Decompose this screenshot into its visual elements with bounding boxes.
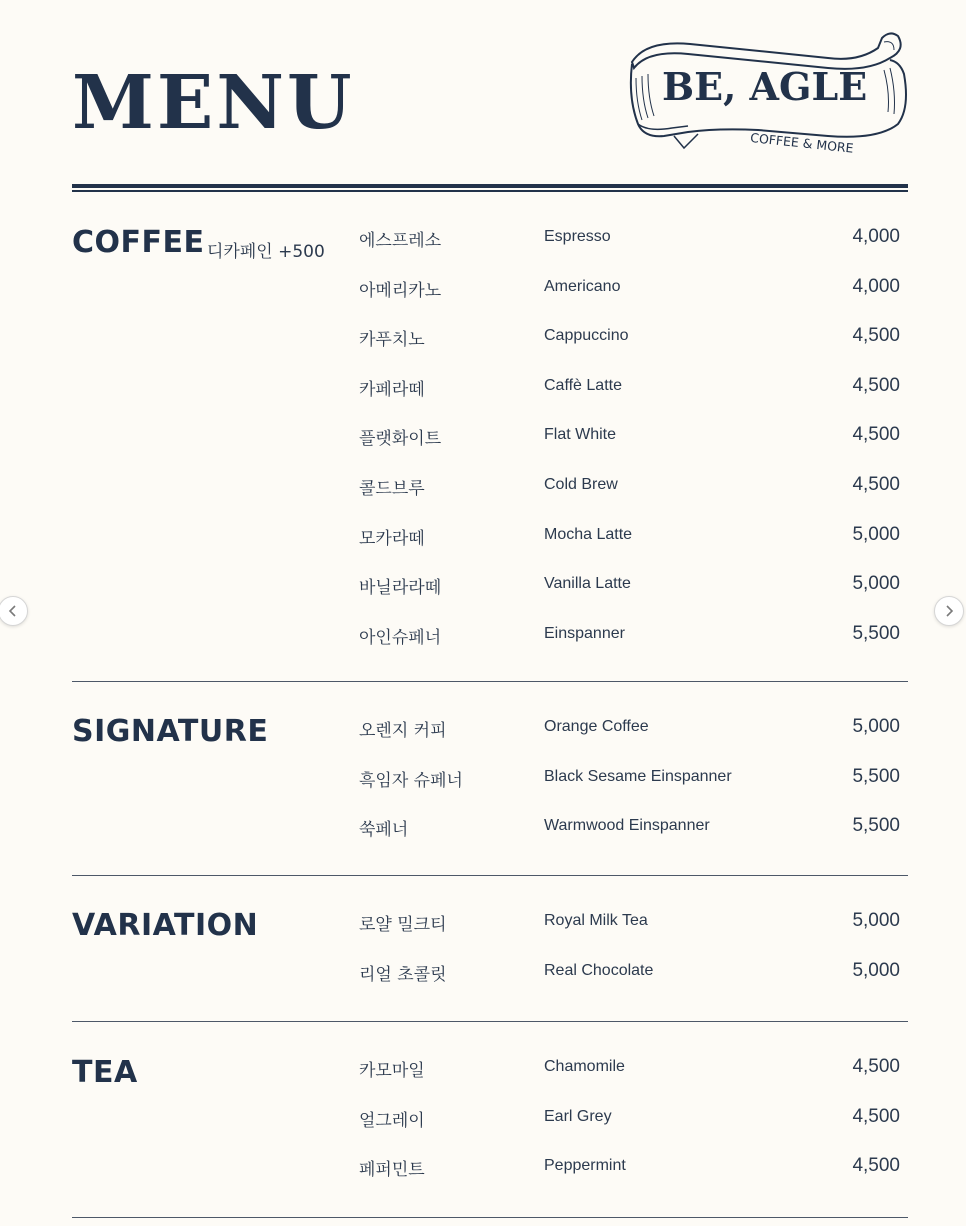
menu-item: [72, 424, 908, 454]
item-name-ko: 아인슈페너: [359, 628, 442, 648]
item-name-en: Real Chocolate: [544, 962, 654, 979]
item-name-ko: 아메리카노: [359, 281, 442, 301]
item-name-ko: 오렌지 커피: [359, 721, 447, 741]
menu-item: [72, 474, 908, 504]
menu-item: [72, 325, 908, 355]
item-name-ko: 에스프레소: [359, 231, 442, 251]
item-name-ko: 플랫화이트: [359, 429, 442, 449]
chevron-right-icon: [943, 605, 955, 617]
item-name-ko: 페퍼민트: [359, 1160, 425, 1180]
item-name-ko: 얼그레이: [359, 1111, 425, 1131]
item-name-en: Espresso: [544, 228, 611, 245]
menu-item: [72, 225, 908, 260]
logo-wordmark: BE, AGLE: [662, 64, 868, 109]
item-name-en: Vanilla Latte: [544, 575, 631, 592]
item-price: 4,500: [852, 1056, 900, 1077]
chevron-left-icon: [7, 605, 19, 617]
item-price: 4,500: [852, 474, 900, 495]
previous-image-button[interactable]: [0, 596, 28, 626]
item-name-en: Einspanner: [544, 625, 625, 642]
item-price: 5,500: [852, 623, 900, 644]
section-variation: [72, 876, 908, 1022]
section-signature: [72, 682, 908, 876]
item-price: 5,000: [852, 960, 900, 981]
item-name-en: Black Sesame Einspanner: [544, 768, 732, 785]
item-name-ko: 카푸치노: [359, 330, 425, 350]
menu-item: [72, 1055, 908, 1090]
item-price: 4,500: [852, 375, 900, 396]
item-name-ko: 로얄 밀크티: [359, 915, 447, 935]
section-title: COFFEE: [72, 225, 205, 260]
item-price: 4,500: [852, 424, 900, 445]
menu-item: [72, 766, 908, 796]
menu-item: [72, 960, 908, 990]
item-name-ko: 콜드브루: [359, 479, 425, 499]
section-coffee: [72, 192, 908, 682]
menu-item: [72, 1106, 908, 1136]
item-name-en: Earl Grey: [544, 1108, 612, 1125]
brand-logo: [628, 28, 910, 160]
item-name-en: Orange Coffee: [544, 718, 649, 735]
item-name-en: Mocha Latte: [544, 526, 633, 543]
item-name-ko: 리얼 초콜릿: [359, 965, 447, 985]
item-name-en: Cappuccino: [544, 327, 629, 344]
menu-item: [72, 1155, 908, 1185]
menu-item: [72, 573, 908, 603]
menu-item: [72, 815, 908, 845]
decaf-note: 디카페인 +500: [207, 242, 325, 262]
menu-item: [72, 908, 908, 943]
menu-item: [72, 524, 908, 554]
item-price: 4,500: [852, 1155, 900, 1176]
section-tea: [72, 1022, 908, 1218]
logo-tagline: COFFEE & MORE: [749, 129, 855, 156]
menu-item: [72, 276, 908, 306]
item-price: 5,500: [852, 766, 900, 787]
item-name-en: Peppermint: [544, 1157, 626, 1174]
item-price: 5,000: [852, 910, 900, 931]
item-name-ko: 카페라떼: [359, 380, 425, 400]
item-name-ko: 바닐라라떼: [359, 578, 442, 598]
item-price: 4,500: [852, 325, 900, 346]
item-name-en: Cold Brew: [544, 476, 618, 493]
item-price: 5,000: [852, 716, 900, 737]
section-title: TEA: [72, 1055, 138, 1090]
menu-item: [72, 375, 908, 405]
item-price: 4,000: [852, 276, 900, 297]
item-price: 5,000: [852, 524, 900, 545]
section-divider: [72, 1217, 908, 1219]
item-name-en: Americano: [544, 278, 621, 295]
item-name-ko: 모카라떼: [359, 529, 425, 549]
header-divider: [72, 184, 908, 192]
item-price: 4,500: [852, 1106, 900, 1127]
item-name-en: Warmwood Einspanner: [544, 817, 710, 834]
item-price: 4,000: [852, 226, 900, 247]
item-name-en: Royal Milk Tea: [544, 912, 648, 929]
item-name-en: Chamomile: [544, 1058, 625, 1075]
item-name-ko: 카모마일: [359, 1061, 425, 1081]
section-title: VARIATION: [72, 908, 259, 943]
item-name-en: Flat White: [544, 426, 617, 443]
next-image-button[interactable]: [934, 596, 964, 626]
section-title: SIGNATURE: [72, 714, 269, 749]
item-price: 5,000: [852, 573, 900, 594]
item-name-ko: 쑥페너: [359, 820, 409, 840]
item-price: 5,500: [852, 815, 900, 836]
item-name-en: Caffè Latte: [544, 377, 622, 394]
page-title: MENU: [72, 60, 355, 146]
item-name-ko: 흑임자 슈페너: [359, 771, 463, 791]
menu-item: [72, 714, 908, 749]
menu-item: [72, 623, 908, 653]
